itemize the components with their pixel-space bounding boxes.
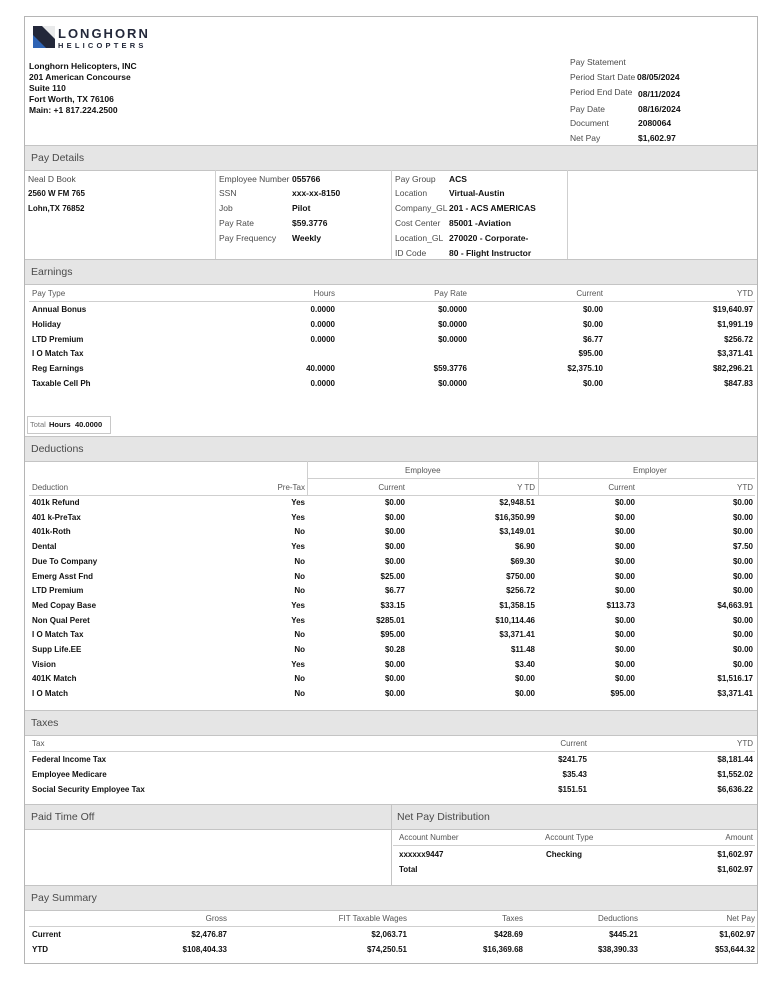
company-city: Fort Worth, TX 76106 bbox=[29, 94, 114, 104]
deduction-emp-current-cell: $0.00 bbox=[384, 674, 405, 684]
earnings-ytd-cell: $256.72 bbox=[724, 334, 753, 344]
earnings-col-type: Pay Type bbox=[32, 289, 66, 298]
earnings-col-ytd: YTD bbox=[737, 289, 753, 298]
pay-details-header bbox=[25, 145, 757, 171]
deduction-emp-ytd-cell: $3,371.41 bbox=[499, 630, 535, 640]
npd-type: Checking bbox=[546, 850, 583, 859]
earnings-type-cell: Taxable Cell Ph bbox=[32, 379, 91, 388]
earnings-header bbox=[25, 259, 757, 285]
deduction-er-ytd-cell: $0.00 bbox=[732, 527, 753, 537]
deduction-emp-current-cell: $0.00 bbox=[384, 689, 405, 699]
taxes-col-ytd: YTD bbox=[737, 739, 753, 748]
pto-title: Paid Time Off bbox=[31, 811, 95, 823]
deduction-er-current-cell: $0.00 bbox=[614, 556, 635, 566]
deduction-er-current-cell: $0.00 bbox=[614, 630, 635, 640]
net-pay-value: $1,602.97 bbox=[638, 133, 676, 143]
tax-current-cell: $241.75 bbox=[558, 755, 587, 764]
deduction-er-ytd-cell: $0.00 bbox=[732, 556, 753, 566]
taxes-col-current: Current bbox=[560, 739, 587, 748]
period-start-value: 08/05/2024 bbox=[637, 72, 680, 82]
deduction-name-cell: 401k Refund bbox=[32, 498, 80, 507]
logo-word-longhorn: LONGHORN bbox=[58, 26, 150, 41]
ps-gross-cell: $2,476.87 bbox=[191, 930, 227, 939]
deduction-emp-ytd-cell: $3.40 bbox=[514, 659, 535, 669]
deduction-er-ytd-cell: $0.00 bbox=[732, 630, 753, 640]
deduction-name-cell: Med Copay Base bbox=[32, 600, 97, 610]
deduction-er-current-cell: $95.00 bbox=[610, 689, 635, 699]
pay-date-label: Pay Date bbox=[570, 104, 605, 114]
deduction-pretax-cell: No bbox=[294, 645, 305, 654]
pay-detail-label: Location bbox=[395, 188, 428, 198]
tax-ytd-cell: $8,181.44 bbox=[717, 755, 753, 764]
earnings-type-cell: I O Match Tax bbox=[32, 349, 84, 359]
pay-statement-page bbox=[24, 16, 758, 964]
net-pay-label: Net Pay bbox=[570, 133, 601, 143]
tax-name-cell: Social Security Employee Tax bbox=[32, 784, 145, 794]
pay-detail-value: 85001 -Aviation bbox=[449, 218, 512, 228]
deduction-er-ytd-cell: $1,516.17 bbox=[717, 674, 753, 684]
pay-detail-label: Cost Center bbox=[395, 218, 441, 228]
deduction-name-cell: Due To Company bbox=[32, 556, 98, 566]
document-label: Document bbox=[570, 118, 609, 128]
total-hours-label: Hours bbox=[49, 420, 71, 429]
deduction-emp-current-cell: $0.00 bbox=[384, 659, 405, 669]
earnings-hours-cell: 0.0000 bbox=[310, 319, 335, 329]
deduction-pretax-cell: No bbox=[294, 630, 305, 640]
pay-detail-label: Pay Group bbox=[395, 174, 436, 184]
deduction-pretax-cell: No bbox=[294, 527, 305, 537]
deduction-emp-ytd-cell: $2,948.51 bbox=[499, 498, 535, 507]
ps-deductions-cell: $445.21 bbox=[609, 930, 638, 939]
ps-taxes-cell: $16,369.68 bbox=[482, 944, 523, 954]
earnings-current-cell: $6.77 bbox=[582, 334, 603, 344]
earnings-hours-cell: 40.0000 bbox=[306, 364, 335, 374]
earnings-col-rate: Pay Rate bbox=[434, 289, 467, 298]
deduction-emp-current-cell: $0.00 bbox=[384, 498, 405, 507]
employee-address2: Lohn,TX 76852 bbox=[28, 204, 85, 213]
earnings-type-cell: LTD Premium bbox=[32, 334, 84, 344]
deduction-emp-current-cell: $0.00 bbox=[384, 556, 405, 566]
deduction-emp-ytd-cell: $16,350.99 bbox=[494, 512, 535, 522]
deduction-name-cell: Vision bbox=[32, 659, 56, 669]
earnings-title: Earnings bbox=[31, 266, 73, 278]
company-name: Longhorn Helicopters, INC bbox=[29, 61, 137, 71]
pay-detail-label: Job bbox=[219, 203, 233, 213]
deduction-pretax-cell: No bbox=[294, 586, 305, 596]
earnings-ytd-cell: $1,991.19 bbox=[717, 319, 753, 329]
deduction-er-current-cell: $0.00 bbox=[614, 615, 635, 625]
earnings-col-hours: Hours bbox=[313, 289, 335, 298]
earnings-rate-cell: $59.3776 bbox=[433, 364, 467, 374]
npd-amount: $1,602.97 bbox=[717, 850, 753, 859]
deduction-emp-current-cell: $285.01 bbox=[376, 615, 405, 625]
deduction-name-cell: 401K Match bbox=[32, 674, 77, 684]
deduction-pretax-cell: Yes bbox=[291, 512, 305, 522]
earnings-rate-cell: $0.0000 bbox=[438, 305, 467, 314]
deductions-group-employer: Employer bbox=[633, 466, 667, 475]
tax-current-cell: $151.51 bbox=[558, 784, 587, 794]
npd-total-amount: $1,602.97 bbox=[717, 865, 753, 874]
deduction-emp-current-cell: $33.15 bbox=[380, 600, 405, 610]
pay-summary-title: Pay Summary bbox=[31, 892, 97, 904]
ps-row-label: YTD bbox=[32, 944, 48, 954]
deduction-er-current-cell: $0.00 bbox=[614, 645, 635, 654]
earnings-current-cell: $2,375.10 bbox=[567, 364, 603, 374]
deduction-er-ytd-cell: $0.00 bbox=[732, 586, 753, 596]
statement-title: Pay Statement bbox=[570, 57, 626, 67]
earnings-hours-cell: 0.0000 bbox=[310, 334, 335, 344]
deduction-pretax-cell: Yes bbox=[291, 498, 305, 507]
deduction-emp-ytd-cell: $256.72 bbox=[506, 586, 535, 596]
deductions-col-er-current: Current bbox=[608, 483, 635, 492]
ps-col-deductions: Deductions bbox=[597, 914, 638, 923]
deduction-er-ytd-cell: $0.00 bbox=[732, 512, 753, 522]
deduction-emp-ytd-cell: $69.30 bbox=[510, 556, 535, 566]
taxes-title: Taxes bbox=[31, 717, 59, 729]
ps-col-taxes: Taxes bbox=[502, 914, 523, 923]
deduction-emp-current-cell: $0.00 bbox=[384, 512, 405, 522]
total-label: Total bbox=[30, 420, 46, 429]
deductions-col-emp-current: Current bbox=[378, 483, 405, 492]
deduction-emp-ytd-cell: $3,149.01 bbox=[499, 527, 535, 537]
document-value: 2080064 bbox=[638, 118, 672, 128]
deduction-emp-ytd-cell: $750.00 bbox=[506, 571, 535, 581]
ps-net-cell: $1,602.97 bbox=[719, 930, 755, 939]
pay-detail-value: 270020 - Corporate- bbox=[449, 233, 529, 243]
deduction-name-cell: Emerg Asst Fnd bbox=[32, 571, 94, 581]
pay-detail-value: xxx-xx-8150 bbox=[292, 188, 341, 198]
pay-detail-value: 055766 bbox=[292, 174, 321, 184]
tax-current-cell: $35.43 bbox=[562, 769, 587, 779]
earnings-rate-cell: $0.0000 bbox=[438, 379, 467, 388]
deduction-er-ytd-cell: $0.00 bbox=[732, 571, 753, 581]
earnings-ytd-cell: $19,640.97 bbox=[712, 305, 753, 314]
earnings-hours-cell: 0.0000 bbox=[310, 305, 335, 314]
earnings-current-cell: $95.00 bbox=[578, 349, 603, 359]
deduction-er-current-cell: $0.00 bbox=[614, 512, 635, 522]
deduction-emp-current-cell: $0.00 bbox=[384, 527, 405, 537]
deduction-er-current-cell: $0.00 bbox=[614, 586, 635, 596]
deduction-pretax-cell: No bbox=[294, 674, 305, 684]
earnings-type-cell: Reg Earnings bbox=[32, 364, 84, 374]
npd-account: xxxxxx9447 bbox=[399, 850, 444, 859]
deduction-er-current-cell: $0.00 bbox=[614, 674, 635, 684]
deductions-group-employee: Employee bbox=[405, 466, 441, 475]
earnings-current-cell: $0.00 bbox=[582, 319, 603, 329]
deductions-col-emp-ytd: Y TD bbox=[517, 483, 535, 492]
pay-detail-label: Location_GL bbox=[395, 233, 444, 243]
npd-total-label: Total bbox=[399, 865, 418, 874]
deduction-er-current-cell: $0.00 bbox=[614, 498, 635, 507]
deduction-pretax-cell: Yes bbox=[291, 542, 305, 552]
deduction-name-cell: I O Match Tax bbox=[32, 630, 84, 640]
earnings-col-current: Current bbox=[576, 289, 603, 298]
npd-col-account: Account Number bbox=[399, 833, 459, 842]
pay-summary-header bbox=[25, 885, 757, 911]
company-phone: Main: +1 817.224.2500 bbox=[29, 105, 118, 115]
deduction-name-cell: LTD Premium bbox=[32, 586, 84, 596]
earnings-ytd-cell: $3,371.41 bbox=[717, 349, 753, 359]
deduction-name-cell: Supp Life.EE bbox=[32, 645, 82, 654]
deductions-title: Deductions bbox=[31, 443, 84, 455]
pay-detail-value: $59.3776 bbox=[292, 218, 328, 228]
pay-detail-label: Employee Number bbox=[219, 174, 290, 184]
ps-fit-cell: $2,063.71 bbox=[371, 930, 407, 939]
earnings-ytd-cell: $82,296.21 bbox=[712, 364, 753, 374]
deduction-emp-current-cell: $25.00 bbox=[380, 571, 405, 581]
deduction-er-ytd-cell: $3,371.41 bbox=[717, 689, 753, 699]
ps-gross-cell: $108,404.33 bbox=[182, 944, 227, 954]
taxes-header bbox=[25, 710, 757, 736]
earnings-rate-cell: $0.0000 bbox=[438, 334, 467, 344]
deductions-header bbox=[25, 436, 757, 462]
logo-word-helicopters: HELICOPTERS bbox=[58, 41, 147, 50]
deduction-er-ytd-cell: $0.00 bbox=[732, 498, 753, 507]
pay-detail-value: Weekly bbox=[292, 233, 322, 243]
ps-col-fit: FIT Taxable Wages bbox=[338, 914, 407, 923]
deduction-pretax-cell: Yes bbox=[291, 659, 305, 669]
pay-date-value: 08/16/2024 bbox=[638, 104, 681, 114]
deductions-col-pretax: Pre-Tax bbox=[277, 483, 305, 492]
earnings-type-cell: Holiday bbox=[32, 319, 61, 329]
deduction-name-cell: 401 k-PreTax bbox=[32, 512, 81, 522]
earnings-type-cell: Annual Bonus bbox=[32, 305, 87, 314]
pay-detail-value: 201 - ACS AMERICAS bbox=[449, 203, 536, 213]
longhorn-logo-icon bbox=[33, 26, 55, 48]
ps-taxes-cell: $428.69 bbox=[494, 930, 523, 939]
deduction-emp-ytd-cell: $0.00 bbox=[514, 674, 535, 684]
deduction-er-ytd-cell: $0.00 bbox=[732, 659, 753, 669]
deduction-er-current-cell: $0.00 bbox=[614, 571, 635, 581]
period-start-label: Period Start Date bbox=[570, 72, 636, 82]
deduction-er-current-cell: $0.00 bbox=[614, 659, 635, 669]
deduction-pretax-cell: No bbox=[294, 556, 305, 566]
deduction-emp-current-cell: $0.28 bbox=[384, 645, 405, 654]
tax-name-cell: Federal Income Tax bbox=[32, 755, 107, 764]
deduction-er-current-cell: $0.00 bbox=[614, 527, 635, 537]
earnings-hours-cell: 0.0000 bbox=[310, 379, 335, 388]
tax-ytd-cell: $6,636.22 bbox=[717, 784, 753, 794]
total-hours-value: 40.0000 bbox=[75, 420, 103, 429]
ps-row-label: Current bbox=[32, 930, 61, 939]
deduction-emp-current-cell: $0.00 bbox=[384, 542, 405, 552]
tax-ytd-cell: $1,552.02 bbox=[717, 769, 753, 779]
deduction-er-ytd-cell: $4,663.91 bbox=[717, 600, 753, 610]
pay-detail-label: Company_GL bbox=[395, 203, 448, 213]
pay-detail-value: 80 - Flight Instructor bbox=[449, 248, 532, 258]
npd-col-amount: Amount bbox=[725, 833, 753, 842]
deduction-name-cell: Non Qual Peret bbox=[32, 615, 90, 625]
deduction-pretax-cell: No bbox=[294, 689, 305, 699]
earnings-rate-cell: $0.0000 bbox=[438, 319, 467, 329]
deduction-name-cell: 401k-Roth bbox=[32, 527, 71, 537]
npd-col-type: Account Type bbox=[545, 833, 594, 842]
pay-detail-value: Pilot bbox=[292, 203, 311, 213]
deduction-emp-ytd-cell: $0.00 bbox=[514, 689, 535, 699]
pay-detail-value: ACS bbox=[449, 174, 467, 184]
deduction-emp-ytd-cell: $6.90 bbox=[514, 542, 535, 552]
earnings-current-cell: $0.00 bbox=[582, 379, 603, 388]
pay-detail-label: ID Code bbox=[395, 248, 427, 258]
company-address2: Suite 110 bbox=[29, 83, 66, 93]
pay-details-title: Pay Details bbox=[31, 152, 85, 164]
deduction-emp-current-cell: $95.00 bbox=[380, 630, 405, 640]
deduction-er-ytd-cell: $7.50 bbox=[732, 542, 753, 552]
deduction-emp-ytd-cell: $11.48 bbox=[510, 645, 535, 654]
pay-detail-label: SSN bbox=[219, 188, 237, 198]
deduction-emp-current-cell: $6.77 bbox=[384, 586, 405, 596]
deductions-col-name: Deduction bbox=[32, 483, 69, 492]
ps-col-gross: Gross bbox=[205, 914, 227, 923]
deduction-name-cell: I O Match bbox=[32, 689, 69, 699]
net-pay-dist-title: Net Pay Distribution bbox=[397, 811, 490, 823]
pay-detail-label: Pay Frequency bbox=[219, 233, 277, 243]
deduction-pretax-cell: Yes bbox=[291, 600, 305, 610]
taxes-col-tax: Tax bbox=[32, 739, 45, 748]
deduction-er-current-cell: $0.00 bbox=[614, 542, 635, 552]
earnings-current-cell: $0.00 bbox=[582, 305, 603, 314]
deduction-er-current-cell: $113.73 bbox=[606, 600, 635, 610]
deduction-name-cell: Dental bbox=[32, 542, 57, 552]
tax-name-cell: Employee Medicare bbox=[32, 769, 107, 779]
deduction-pretax-cell: Yes bbox=[291, 615, 305, 625]
deductions-col-er-ytd: YTD bbox=[737, 483, 753, 492]
ps-net-cell: $53,644.32 bbox=[714, 944, 755, 954]
period-end-value: 08/11/2024 bbox=[638, 89, 681, 99]
company-address1: 201 American Concourse bbox=[29, 72, 131, 82]
earnings-ytd-cell: $847.83 bbox=[724, 379, 753, 388]
employee-address1: 2560 W FM 765 bbox=[28, 189, 85, 198]
deduction-er-ytd-cell: $0.00 bbox=[732, 615, 753, 625]
period-end-label: Period End Date bbox=[570, 87, 633, 97]
ps-deductions-cell: $38,390.33 bbox=[597, 944, 638, 954]
pay-detail-value: Virtual-Austin bbox=[449, 188, 505, 198]
employee-name: Neal D Book bbox=[28, 174, 76, 184]
ps-fit-cell: $74,250.51 bbox=[366, 944, 407, 954]
deduction-er-ytd-cell: $0.00 bbox=[732, 645, 753, 654]
deduction-emp-ytd-cell: $1,358.15 bbox=[499, 600, 535, 610]
deduction-pretax-cell: No bbox=[294, 571, 305, 581]
pay-detail-label: Pay Rate bbox=[219, 218, 254, 228]
deduction-emp-ytd-cell: $10,114.46 bbox=[495, 615, 535, 625]
ps-col-net: Net Pay bbox=[726, 914, 755, 923]
